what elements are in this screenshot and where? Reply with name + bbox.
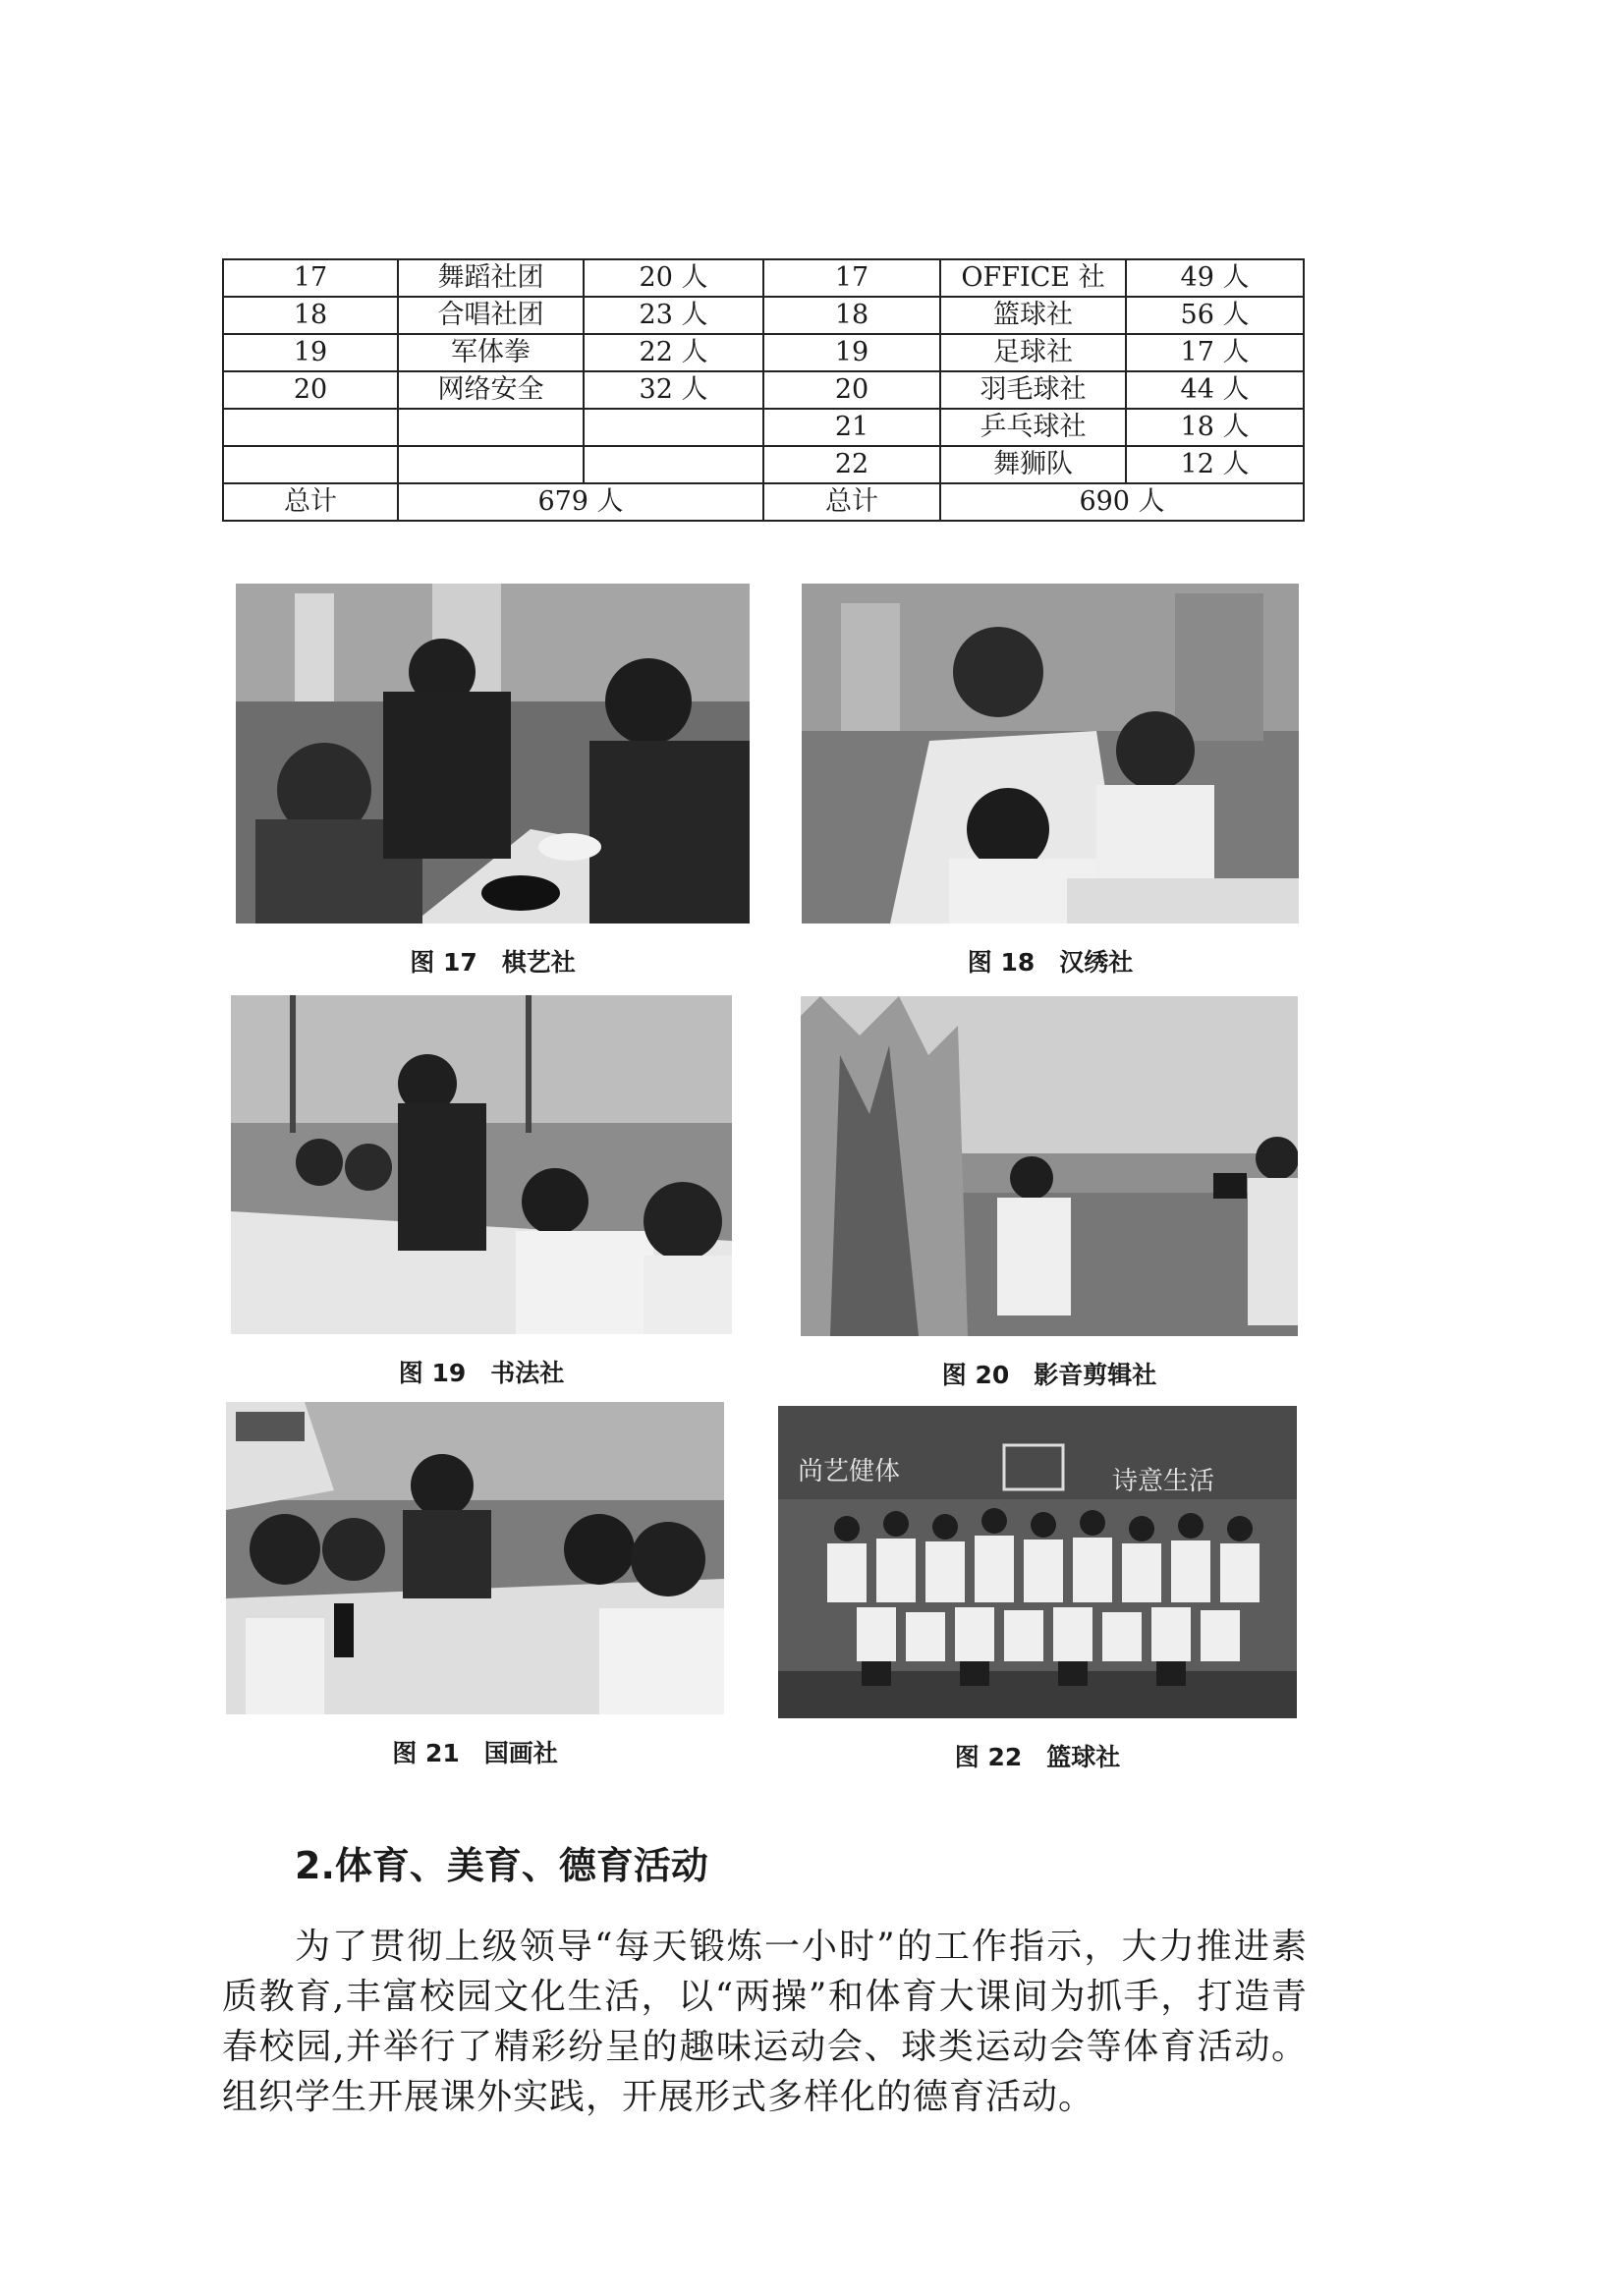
- right-club-name: 足球社: [940, 334, 1126, 371]
- right-member-count: 18 人: [1126, 409, 1304, 446]
- left-total-label: 总计: [223, 483, 398, 521]
- left-member-count: 23 人: [584, 297, 763, 334]
- right-number: 20: [763, 371, 940, 409]
- table-row: [223, 371, 1304, 409]
- right-club-name: OFFICE 社: [940, 259, 1126, 297]
- section-heading: 2.体育、美育、德育活动: [295, 1844, 708, 1887]
- photo-basketball-club: [778, 1406, 1297, 1718]
- table-row: [223, 409, 1304, 446]
- right-number: 19: [763, 334, 940, 371]
- left-number: 18: [223, 297, 398, 334]
- table-row: [223, 446, 1304, 483]
- left-member-count: [584, 409, 763, 446]
- figure-caption: 图 22 篮球社: [954, 1743, 1121, 1771]
- left-member-count: 22 人: [584, 334, 763, 371]
- left-club-name: [398, 446, 584, 483]
- left-member-count: 32 人: [584, 371, 763, 409]
- left-club-name: [398, 409, 584, 446]
- photo-embroidery-club: [802, 584, 1299, 924]
- photo-video-editing-club: [801, 996, 1298, 1336]
- table-row: [223, 334, 1304, 371]
- right-member-count: 56 人: [1126, 297, 1304, 334]
- figure-caption: 图 18 汉绣社: [967, 948, 1134, 977]
- right-total-value: 690 人: [940, 483, 1304, 521]
- left-number: 19: [223, 334, 398, 371]
- photo-painting-club: [226, 1402, 724, 1714]
- right-number: 18: [763, 297, 940, 334]
- left-number: 20: [223, 371, 398, 409]
- right-member-count: 49 人: [1126, 259, 1304, 297]
- figure-caption: 图 19 书法社: [398, 1359, 565, 1387]
- right-number: 17: [763, 259, 940, 297]
- figure-caption: 图 20 影音剪辑社: [941, 1361, 1157, 1389]
- figure-caption: 图 17 棋艺社: [410, 948, 576, 977]
- gym-banner-right: 诗意生活: [1112, 1467, 1215, 1496]
- left-club-name: 网络安全: [398, 371, 584, 409]
- section-paragraph: 为了贯彻上级领导“每天锻炼一小时”的工作指示，大力推进素质教育,丰富校园文化生活，以“两操”和体育大课间为抓手，打造青春校园,并举行了精彩纷呈的趣味运动会、球类运动会等体育活动。组织学生开展课外实践，开展形式多样化的德育活动。: [222, 1927, 1308, 2117]
- left-club-name: 舞蹈社团: [398, 259, 584, 297]
- right-total-label: 总计: [763, 483, 940, 521]
- right-number: 21: [763, 409, 940, 446]
- right-member-count: 17 人: [1126, 334, 1304, 371]
- left-number: 17: [223, 259, 398, 297]
- figure-caption: 图 21 国画社: [392, 1739, 558, 1767]
- right-member-count: 44 人: [1126, 371, 1304, 409]
- left-number: [223, 409, 398, 446]
- right-member-count: 12 人: [1126, 446, 1304, 483]
- left-member-count: [584, 446, 763, 483]
- gym-banner-left: 尚艺健体: [798, 1457, 901, 1486]
- right-club-name: 羽毛球社: [940, 371, 1126, 409]
- right-club-name: 舞狮队: [940, 446, 1126, 483]
- right-number: 22: [763, 446, 940, 483]
- table-row: [223, 259, 1304, 297]
- right-club-name: 乒乓球社: [940, 409, 1126, 446]
- left-member-count: 20 人: [584, 259, 763, 297]
- left-club-name: 合唱社团: [398, 297, 584, 334]
- left-number: [223, 446, 398, 483]
- club-member-table: [222, 258, 1305, 522]
- right-club-name: 篮球社: [940, 297, 1126, 334]
- photo-chess-club: [236, 584, 750, 924]
- left-total-value: 679 人: [398, 483, 763, 521]
- table-row: [223, 297, 1304, 334]
- table-total-row: [223, 483, 1304, 521]
- photo-calligraphy-club: [231, 995, 732, 1334]
- left-club-name: 军体拳: [398, 334, 584, 371]
